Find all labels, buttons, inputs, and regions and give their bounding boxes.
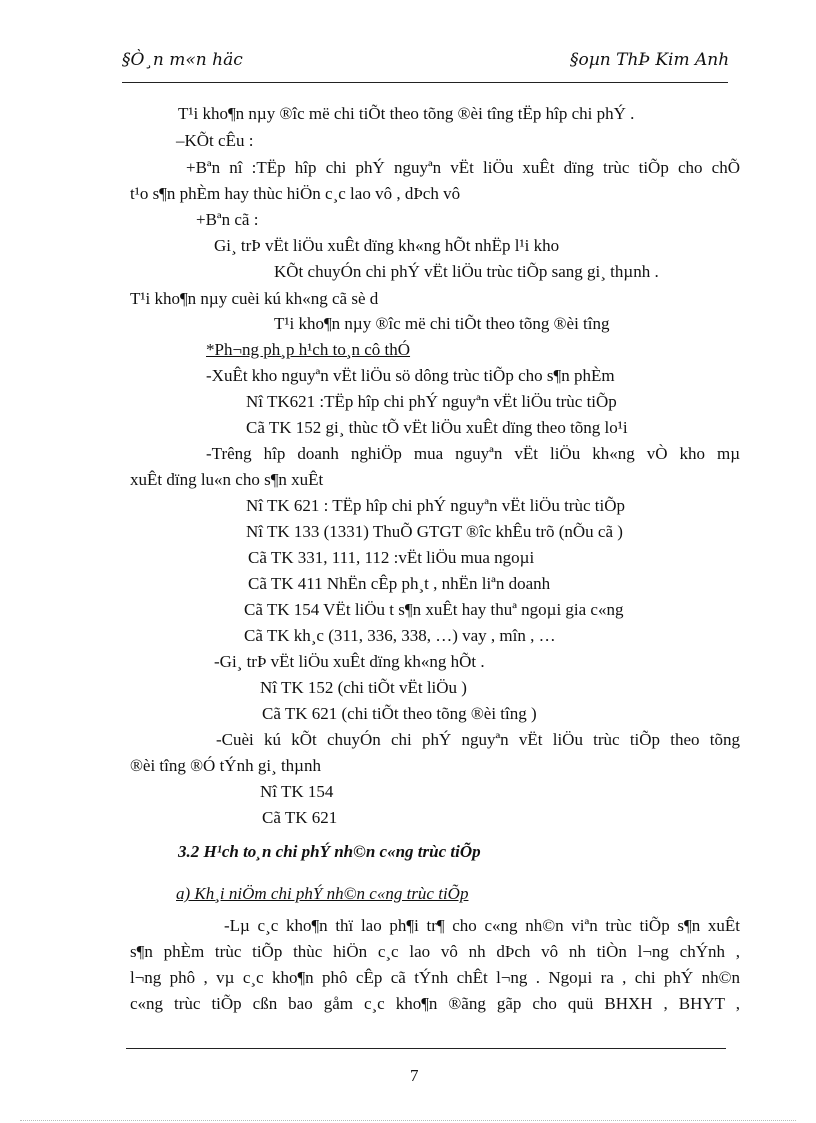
- text-line: KÕt chuyÓn chi phÝ vËt liÖu trùc tiÕp sang gi¸ thµnh .: [274, 262, 659, 281]
- text-line: Cã TK 152 gi¸ thùc tÕ vËt liÖu xuÊt dïng theo tõng lo¹i: [246, 418, 628, 437]
- text-line: -Lµ c¸c kho¶n thï lao ph¶i tr¶ cho c«ng nh©n viªn trùc tiÕp s¶n xuÊt: [224, 916, 740, 935]
- text-line: c«ng trùc tiÕp cßn bao gåm c¸c kho¶n ®ãng gãp cho quü BHXH , BHYT ,: [130, 994, 740, 1013]
- text-line: –KÕt cÊu :: [176, 131, 254, 150]
- subsection-heading: a) Kh¸i niÖm chi phÝ nh©n c«ng trùc tiÕp: [176, 884, 469, 903]
- text-line: t¹o s¶n phÈm hay thùc hiÖn c¸c lao vô , dÞch vô: [130, 184, 461, 203]
- text-line: Nî TK 154: [260, 782, 334, 801]
- text-line: xuÊt dïng lu«n cho s¶n xuÊt: [130, 470, 324, 489]
- section-heading: 3.2 H¹ch to¸n chi phÝ nh©n c«ng trùc tiÕp: [178, 842, 481, 861]
- text-line: +Bªn cã :: [196, 210, 259, 229]
- text-line: -XuÊt kho nguyªn vËt liÖu sö dông trùc tiÕp cho s¶n phÈm: [206, 366, 615, 385]
- text-line: +Bªn nî :TËp hîp chi phÝ nguyªn vËt liÖu xuÊt dïng trùc tiÕp cho chÕ: [186, 158, 740, 177]
- text-line: Cã TK 411 NhËn cÊp ph¸t , nhËn liªn doanh: [248, 574, 551, 593]
- footer-rule: [126, 1048, 726, 1049]
- text-line: ®èi tîng ®Ó tÝnh gi¸ thµnh: [130, 756, 321, 775]
- text-line: s¶n phÈm trùc tiÕp thùc hiÖn c¸c lao vô nh dÞch vô nh tiÒn l¬ng chÝnh ,: [130, 942, 740, 961]
- text-line: Nî TK621 :TËp hîp chi phÝ nguyªn vËt liÖu trùc tiÕp: [246, 392, 617, 411]
- text-line: Nî TK 621 : TËp hîp chi phÝ nguyªn vËt liÖu trùc tiÕp: [246, 496, 625, 515]
- text-line: -Trêng hîp doanh nghiÖp mua nguyªn vËt liÖu kh«ng vÒ kho mµ: [206, 444, 740, 463]
- page-number: 7: [410, 1066, 419, 1085]
- text-line: Nî TK 152 (chi tiÕt vËt liÖu ): [260, 678, 467, 697]
- header-rule: [122, 82, 728, 83]
- text-line: -Cuèi kú kÕt chuyÓn chi phÝ nguyªn vËt liÖu trùc tiÕp theo tõng: [216, 730, 740, 749]
- text-line: T¹i kho¶n nµy cuèi kú kh«ng cã sè d: [130, 289, 379, 308]
- page-break-dots: [20, 1120, 796, 1121]
- text-line: -Gi¸ trÞ vËt liÖu xuÊt dïng kh«ng hÕt .: [214, 652, 485, 671]
- text-line: Cã TK 621: [262, 808, 338, 827]
- text-line: Cã TK 331, 111, 112 :vËt liÖu mua ngoµi: [248, 548, 535, 567]
- text-line: Cã TK 154 VËt liÖu t s¶n xuÊt hay thuª ngoµi gia c«ng: [244, 600, 624, 619]
- header-author: §oµn ThÞ Kim Anh: [570, 50, 730, 70]
- text-line: l¬ng phô , vµ c¸c kho¶n phô cÊp cã tÝnh chÊt l¬ng . Ngoµi ra , chi phÝ nh©n: [130, 968, 740, 987]
- text-line: Gi¸ trÞ vËt liÖu xuÊt dïng kh«ng hÕt nhËp l¹i kho: [214, 236, 560, 255]
- text-line: Cã TK 621 (chi tiÕt theo tõng ®èi tîng ): [262, 704, 537, 723]
- text-line: Nî TK 133 (1331) ThuÕ GTGT ®îc khÊu trõ (nÕu cã ): [246, 522, 623, 541]
- text-line: T¹i kho¶n nµy ®îc më chi tiÕt theo tõng ®èi tîng: [274, 314, 610, 333]
- section-heading-method: *Ph¬ng ph¸p h¹ch to¸n cô thÓ: [206, 340, 411, 359]
- text-line: Cã TK kh¸c (311, 336, 338, …) vay , mîn , …: [244, 626, 556, 645]
- header-left-title: §Ò¸n m«n häc: [122, 50, 243, 70]
- text-line: T¹i kho¶n nµy ®îc më chi tiÕt theo tõng ®èi tîng tËp hîp chi phÝ .: [178, 104, 635, 123]
